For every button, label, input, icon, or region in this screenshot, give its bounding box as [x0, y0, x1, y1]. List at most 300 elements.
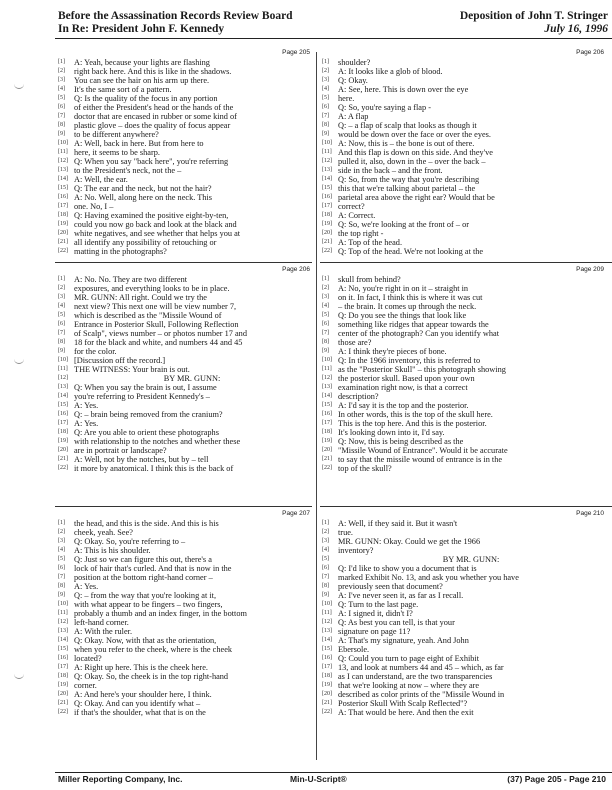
transcript-line [58, 546, 310, 555]
line-number: [5] [58, 312, 65, 318]
line-number: [17] [322, 420, 332, 426]
transcript-line [322, 247, 604, 256]
transcript-line [322, 410, 604, 419]
line-number: [10] [58, 140, 68, 146]
header-deposition: Deposition of John T. Stringer [459, 10, 608, 22]
hole-punch-mark [14, 355, 24, 364]
transcript-line [322, 157, 604, 166]
line-number: [19] [322, 682, 332, 688]
line-number: [16] [58, 194, 68, 200]
line-number: [17] [322, 203, 332, 209]
line-text: Q: So, from the way that you're describing [338, 175, 480, 184]
line-text: BY MR. GUNN: [163, 374, 221, 383]
line-text: Q: Are you able to orient these photographs [74, 428, 219, 437]
line-number: [15] [58, 185, 68, 191]
line-text: A: Yeah, because your lights are flashing [74, 58, 210, 67]
transcript-line [58, 365, 310, 374]
line-number: [2] [322, 68, 329, 74]
transcript-line [322, 537, 604, 546]
transcript-line [322, 148, 604, 157]
line-number: [20] [322, 447, 332, 453]
line-number: [7] [322, 330, 329, 336]
line-text: description? [338, 392, 379, 401]
transcript-line [322, 76, 604, 85]
line-text: one. No, I – [74, 202, 114, 211]
line-text: Q: In the 1966 inventory, this is referred to [338, 356, 481, 365]
transcript-line [322, 365, 604, 374]
transcript-line [322, 103, 604, 112]
line-number: [10] [58, 357, 68, 363]
transcript-line [58, 401, 310, 410]
line-text: true. [338, 528, 353, 537]
transcript-line [58, 383, 310, 392]
line-text: side in the back – and the front. [338, 166, 443, 175]
line-number: [13] [58, 167, 68, 173]
line-number: [17] [58, 203, 68, 209]
transcript-line [322, 464, 604, 473]
line-text: A: With the ruler. [74, 627, 133, 636]
line-number: [14] [58, 176, 68, 182]
transcript-line [58, 699, 310, 708]
line-number: [16] [58, 411, 68, 417]
panel-divider [320, 506, 612, 507]
line-number: [9] [322, 131, 329, 137]
transcript-line [322, 699, 604, 708]
transcript-line [58, 609, 310, 618]
transcript-line [58, 591, 310, 600]
line-number: [8] [322, 583, 329, 589]
transcript-line [58, 636, 310, 645]
line-number: [12] [58, 619, 68, 625]
line-text: Q: As best you can tell, is that your [338, 618, 455, 627]
line-text: It's the same sort of a pattern. [74, 85, 172, 94]
transcript-line [322, 112, 604, 121]
transcript-page-205 [58, 49, 310, 279]
line-text: A: I'd say it is the top and the posterior. [338, 401, 469, 410]
line-number: [18] [322, 429, 332, 435]
line-text: Q: Okay. And can you identify what – [74, 699, 201, 708]
transcript-line [322, 392, 604, 401]
transcript-line [58, 410, 310, 419]
transcript-line [322, 446, 604, 455]
line-text: right back here. And this is like in the shadows. [74, 67, 232, 76]
line-number: [8] [58, 122, 65, 128]
transcript-line [58, 139, 310, 148]
line-text: correct? [338, 202, 365, 211]
transcript-line [322, 663, 604, 672]
line-text: A: Well, not by the notches, but by – tell [74, 455, 209, 464]
line-number: [8] [58, 583, 65, 589]
transcript-line [322, 202, 604, 211]
line-number: [18] [58, 673, 68, 679]
line-number: [12] [58, 375, 68, 381]
line-number: [5] [322, 95, 329, 101]
line-number: [11] [322, 366, 332, 372]
line-text: top of the skull? [338, 464, 392, 473]
line-text: Q: Okay. So, the cheek is in the top right-hand [74, 672, 229, 681]
transcript-line [322, 645, 604, 654]
line-text: A: Right up here. This is the cheek here. [74, 663, 208, 672]
hole-punch-mark [14, 670, 24, 679]
line-text: Q: Having examined the positive eight-by-ten, [74, 211, 229, 220]
line-text: which is described as the "Missile Wound of [74, 311, 222, 320]
line-number: [1] [58, 520, 65, 526]
line-text: lock of hair that's curled. And that is now in the [74, 564, 232, 573]
line-number: [8] [322, 122, 329, 128]
line-number: [21] [322, 239, 332, 245]
transcript-line [58, 618, 310, 627]
line-number: [19] [58, 221, 68, 227]
line-text: A: And here's your shoulder here, I think. [74, 690, 212, 699]
line-text: A: No. Well, along here on the neck. This [74, 193, 212, 202]
transcript-line [58, 537, 310, 546]
transcript-line [322, 311, 604, 320]
transcript-line [58, 275, 310, 284]
footer-page-range: (37) Page 205 - Page 210 [507, 774, 606, 784]
transcript-line [58, 302, 310, 311]
transcript-line [322, 681, 604, 690]
transcript-page-206 [58, 266, 310, 496]
transcript-line [322, 383, 604, 392]
transcript-line [58, 193, 310, 202]
line-number: [2] [58, 529, 65, 535]
line-text: A: I think they're pieces of bone. [338, 347, 447, 356]
transcript-line [58, 654, 310, 663]
line-text: Q: When you say "back here", you're referring [74, 157, 229, 166]
line-text: would be down over the face or over the eyes. [338, 130, 491, 139]
line-text: inventory? [338, 546, 374, 555]
line-number: [7] [58, 113, 65, 119]
line-number: [21] [58, 700, 68, 706]
line-text: to be different anywhere? [74, 130, 159, 139]
line-number: [4] [58, 547, 65, 553]
line-text: MR. GUNN: All right. Could we try the [74, 293, 207, 302]
page-number: Page 209 [576, 266, 604, 273]
transcript-line [58, 690, 310, 699]
line-text: you're referring to President Kennedy's – [74, 392, 210, 401]
transcript-line [322, 284, 604, 293]
transcript-line [322, 58, 604, 67]
transcript-line [58, 175, 310, 184]
line-text: marked Exhibit No. 13, and ask you whether you have [338, 573, 519, 582]
transcript-line [58, 627, 310, 636]
transcript-line [322, 356, 604, 365]
line-text: Q: So, we're looking at the front of – or [338, 220, 469, 229]
line-number: [11] [322, 610, 332, 616]
transcript-line [58, 600, 310, 609]
line-number: [14] [322, 393, 332, 399]
transcript-line [322, 293, 604, 302]
transcript-line [322, 708, 604, 717]
line-text: cheek, yeah. See? [74, 528, 133, 537]
line-text: of either the President's head or the hands of the [74, 103, 234, 112]
transcript-line [322, 546, 604, 555]
transcript-line [322, 275, 604, 284]
line-text: with what appear to be fingers – two fingers, [74, 600, 223, 609]
line-text: 18 for the black and white, and numbers 44 and 45 [74, 338, 243, 347]
line-text: Q: I'd like to show you a document that is [338, 564, 477, 573]
transcript-line [322, 600, 604, 609]
line-number: [15] [322, 402, 332, 408]
transcript-line [58, 582, 310, 591]
line-text: this that we're talking about parietal – the [338, 184, 476, 193]
header-rule [55, 38, 612, 39]
line-text: A: Yes. [74, 419, 99, 428]
line-number: [6] [322, 104, 329, 110]
line-number: [22] [322, 248, 332, 254]
transcript-line [322, 564, 604, 573]
panel-divider [55, 506, 312, 507]
line-number: [1] [322, 59, 329, 65]
line-number: [3] [322, 77, 329, 83]
line-text: signature on page 11? [338, 627, 411, 636]
footer-rule [55, 772, 612, 773]
line-number: [16] [322, 655, 332, 661]
transcript-line [58, 76, 310, 85]
transcript-line [322, 85, 604, 94]
line-number: [5] [58, 556, 65, 562]
line-text: Ebersole. [338, 645, 370, 654]
line-text: could you now go back and look at the black and [74, 220, 237, 229]
line-number: [19] [58, 438, 68, 444]
line-text: Q: The ear and the neck, but not the hair? [74, 184, 212, 193]
case-title [58, 10, 293, 36]
transcript-lines [58, 275, 310, 473]
transcript-line [322, 166, 604, 175]
line-number: [22] [58, 465, 68, 471]
transcript-line [322, 302, 604, 311]
transcript-line [58, 347, 310, 356]
line-text: Q: Could you turn to page eight of Exhibit [338, 654, 480, 663]
transcript-line [322, 519, 604, 528]
line-text: And this flap is down on this side. And they've [338, 148, 493, 157]
line-text: something like ridges that appear towards the [338, 320, 489, 329]
line-number: [5] [322, 312, 329, 318]
transcript-lines [322, 58, 604, 256]
line-number: [10] [322, 601, 332, 607]
line-number: [9] [322, 348, 329, 354]
transcript-line [58, 455, 310, 464]
line-number: [4] [322, 303, 329, 309]
line-text: Q: Turn to the last page. [338, 600, 419, 609]
line-text: as I can understand, are the two transparencies [338, 672, 493, 681]
line-number: [14] [322, 637, 332, 643]
line-number: [20] [58, 691, 68, 697]
line-text: [Discussion off the record.] [74, 356, 166, 365]
hole-punch-mark [14, 80, 24, 89]
transcript-line [322, 139, 604, 148]
line-number: [18] [322, 212, 332, 218]
transcript-line [322, 591, 604, 600]
transcript-line [58, 374, 310, 383]
line-number: [21] [322, 456, 332, 462]
line-number: [3] [58, 77, 65, 83]
transcript-line [58, 121, 310, 130]
line-number: [22] [58, 248, 68, 254]
transcript-line [322, 690, 604, 699]
transcript-line [322, 573, 604, 582]
transcript-line [58, 528, 310, 537]
transcript-line [58, 293, 310, 302]
line-text: previously seen that document? [338, 582, 443, 591]
page-number: Page 210 [576, 510, 604, 517]
line-number: [13] [322, 384, 332, 390]
page-number: Page 205 [282, 49, 310, 56]
line-number: [17] [58, 420, 68, 426]
transcript-line [58, 157, 310, 166]
line-number: [7] [58, 574, 65, 580]
line-number: [11] [58, 610, 68, 616]
transcript-page-207 [58, 510, 310, 740]
transcript-line [58, 184, 310, 193]
transcript-line [322, 338, 604, 347]
transcript-line [322, 582, 604, 591]
line-text: Q: Top of the head. We're not looking at the [338, 247, 484, 256]
transcript-line [58, 464, 310, 473]
line-text: on it. In fact, I think this is where it was cut [338, 293, 483, 302]
line-text: with relationship to the notches and whether these [74, 437, 241, 446]
line-text: A: No, you're right in on it – straight in [338, 284, 469, 293]
line-number: [5] [58, 95, 65, 101]
footer-company: Miller Reporting Company, Inc. [58, 774, 183, 784]
line-number: [15] [58, 402, 68, 408]
line-text: located? [74, 654, 102, 663]
transcript-line [58, 229, 310, 238]
line-text: position at the bottom right-hand corner – [74, 573, 213, 582]
line-number: [14] [322, 176, 332, 182]
line-number: [19] [322, 221, 332, 227]
transcript-line [322, 672, 604, 681]
transcript-line [322, 238, 604, 247]
line-number: [12] [58, 158, 68, 164]
transcript-line [58, 672, 310, 681]
line-number: [8] [322, 339, 329, 345]
column-divider [316, 52, 317, 760]
line-text: shoulder? [338, 58, 371, 67]
line-text: Q: – from the way that you're looking at it, [74, 591, 217, 600]
transcript-line [58, 112, 310, 121]
line-text: are in portrait or landscape? [74, 446, 167, 455]
line-number: [1] [58, 59, 65, 65]
line-number: [20] [322, 230, 332, 236]
line-text: exposures, and everything looks to be in place. [74, 284, 230, 293]
transcript-line [58, 555, 310, 564]
transcript-line [58, 329, 310, 338]
transcript-line [58, 437, 310, 446]
line-number: [20] [58, 230, 68, 236]
line-text: here. [338, 94, 355, 103]
transcript-page-210 [322, 510, 604, 740]
transcript-line [58, 519, 310, 528]
line-text: A: Well, the ear. [74, 175, 128, 184]
transcript-line [322, 184, 604, 193]
line-text: This is the top here. And this is the posterior. [338, 419, 487, 428]
line-number: [1] [322, 276, 329, 282]
line-text: A: I signed it, didn't I? [338, 609, 413, 618]
line-number: [18] [322, 673, 332, 679]
line-text: next view? This next one will be view number 7, [74, 302, 237, 311]
line-number: [5] [322, 556, 329, 562]
line-number: [12] [322, 158, 332, 164]
line-text: corner. [74, 681, 97, 690]
transcript-line [322, 130, 604, 139]
line-number: [6] [58, 104, 65, 110]
transcript-line [322, 401, 604, 410]
line-text: those are? [338, 338, 372, 347]
line-number: [7] [322, 113, 329, 119]
transcript-lines [58, 519, 310, 717]
transcript-line [322, 320, 604, 329]
line-number: [20] [58, 447, 68, 453]
line-number: [3] [58, 294, 65, 300]
line-text: Q: When you say the brain is out, I assume [74, 383, 217, 392]
transcript-line [58, 94, 310, 103]
transcript-line [322, 211, 604, 220]
transcript-line [58, 148, 310, 157]
transcript-line [322, 220, 604, 229]
page-number: Page 206 [282, 266, 310, 273]
transcript-lines [322, 519, 604, 717]
transcript-line [58, 202, 310, 211]
line-text: – the brain. It comes up through the neck. [338, 302, 477, 311]
line-number: [22] [58, 709, 68, 715]
line-number: [9] [58, 348, 65, 354]
line-text: pulled it, also, down in the – over the back – [338, 157, 486, 166]
line-text: to the President's neck, not the – [74, 166, 182, 175]
line-text: A: Now, this is – the bone is out of there. [338, 139, 475, 148]
line-number: [2] [58, 285, 65, 291]
line-text: A: This is his shoulder. [74, 546, 151, 555]
transcript-line [58, 446, 310, 455]
line-number: [6] [322, 321, 329, 327]
line-text: skull from behind? [338, 275, 401, 284]
transcript-line [58, 564, 310, 573]
line-number: [7] [322, 574, 329, 580]
line-number: [10] [322, 357, 332, 363]
line-text: A: That's my signature, yeah. And John [338, 636, 469, 645]
line-text: Q: Now, this is being described as the [338, 437, 464, 446]
line-number: [16] [322, 411, 332, 417]
transcript-line [58, 284, 310, 293]
line-text: Q: Okay. [338, 76, 368, 85]
line-text: A: Well, if they said it. But it wasn't [338, 519, 458, 528]
line-number: [16] [58, 655, 68, 661]
line-number: [3] [58, 538, 65, 544]
line-text: A: Correct. [338, 211, 376, 220]
line-text: A: Top of the head. [338, 238, 403, 247]
line-text: MR. GUNN: Okay. Could we get the 1966 [338, 537, 481, 546]
transcript-line [58, 103, 310, 112]
line-text: "Missile Wound of Entrance". Would it be accurate [338, 446, 508, 455]
transcript-line [322, 636, 604, 645]
line-text: A: See, here. This is down over the eye [338, 85, 469, 94]
line-number: [13] [322, 628, 332, 634]
transcript-line [58, 166, 310, 175]
line-number: [6] [58, 321, 65, 327]
line-number: [22] [322, 709, 332, 715]
footer-script: Min-U-Script® [290, 774, 347, 784]
line-text: A: It looks like a glob of blood. [338, 67, 443, 76]
line-text: A: Yes. [74, 401, 99, 410]
line-number: [2] [322, 285, 329, 291]
transcript-line [58, 419, 310, 428]
line-number: [3] [322, 294, 329, 300]
line-text: Q: Okay. So, you're referring to – [74, 537, 186, 546]
header-in-re: In Re: President John F. Kennedy [58, 23, 225, 35]
transcript-line [58, 428, 310, 437]
transcript-line [322, 419, 604, 428]
line-text: matting in the photographs? [74, 247, 167, 256]
